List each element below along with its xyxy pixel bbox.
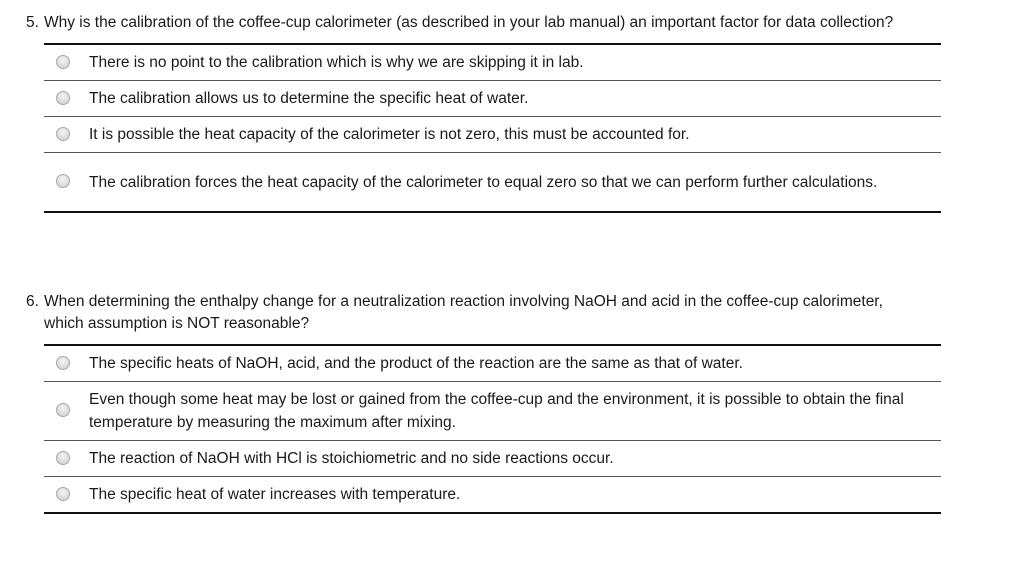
option-label: The reaction of NaOH with HCl is stoichiometric and no side reactions occur. (89, 450, 614, 467)
radio-button[interactable] (56, 127, 70, 141)
radio-button[interactable] (56, 487, 70, 501)
answer-option[interactable] (44, 382, 941, 441)
option-label: The calibration allows us to determine the specific heat of water. (89, 90, 529, 107)
answer-option[interactable] (44, 346, 941, 382)
radio-button[interactable] (56, 451, 70, 465)
option-label: Even though some heat may be lost or gained from the coffee-cup and the environment, it is possible to obtain the final temperature by measuring the maximum after mixing. (89, 391, 904, 431)
answer-option[interactable] (44, 441, 941, 477)
option-label: The calibration forces the heat capacity of the calorimeter to equal zero so that we can perform further calculations. (89, 173, 878, 191)
question-5 (0, 12, 1024, 213)
answer-options (44, 43, 941, 213)
answer-option[interactable] (44, 81, 941, 117)
answer-option[interactable] (44, 477, 941, 512)
answer-options (44, 344, 941, 514)
answer-option[interactable] (44, 153, 941, 211)
option-label: The specific heats of NaOH, acid, and the product of the reaction are the same as that of water. (89, 355, 743, 372)
question-number: 6. (26, 293, 39, 310)
radio-button[interactable] (56, 174, 70, 188)
radio-button[interactable] (56, 356, 70, 370)
option-label: There is no point to the calibration which is why we are skipping it in lab. (89, 54, 584, 71)
radio-button[interactable] (56, 403, 70, 417)
question-stem (0, 12, 924, 34)
option-label: It is possible the heat capacity of the calorimeter is not zero, this must be accounted for. (89, 126, 690, 143)
radio-button[interactable] (56, 55, 70, 69)
option-label: The specific heat of water increases with temperature. (89, 486, 461, 503)
radio-button[interactable] (56, 91, 70, 105)
question-stem (0, 291, 924, 335)
question-6 (0, 291, 1024, 514)
question-text: Why is the calibration of the coffee-cup calorimeter (as described in your lab manual) an important factor for data collection? (44, 14, 894, 31)
question-number: 5. (26, 14, 39, 31)
answer-option[interactable] (44, 117, 941, 153)
question-text: When determining the enthalpy change for a neutralization reaction involving NaOH and acid in the coffee-cup calorimeter, which assumption is NOT reasonable? (44, 293, 883, 332)
answer-option[interactable] (44, 45, 941, 81)
